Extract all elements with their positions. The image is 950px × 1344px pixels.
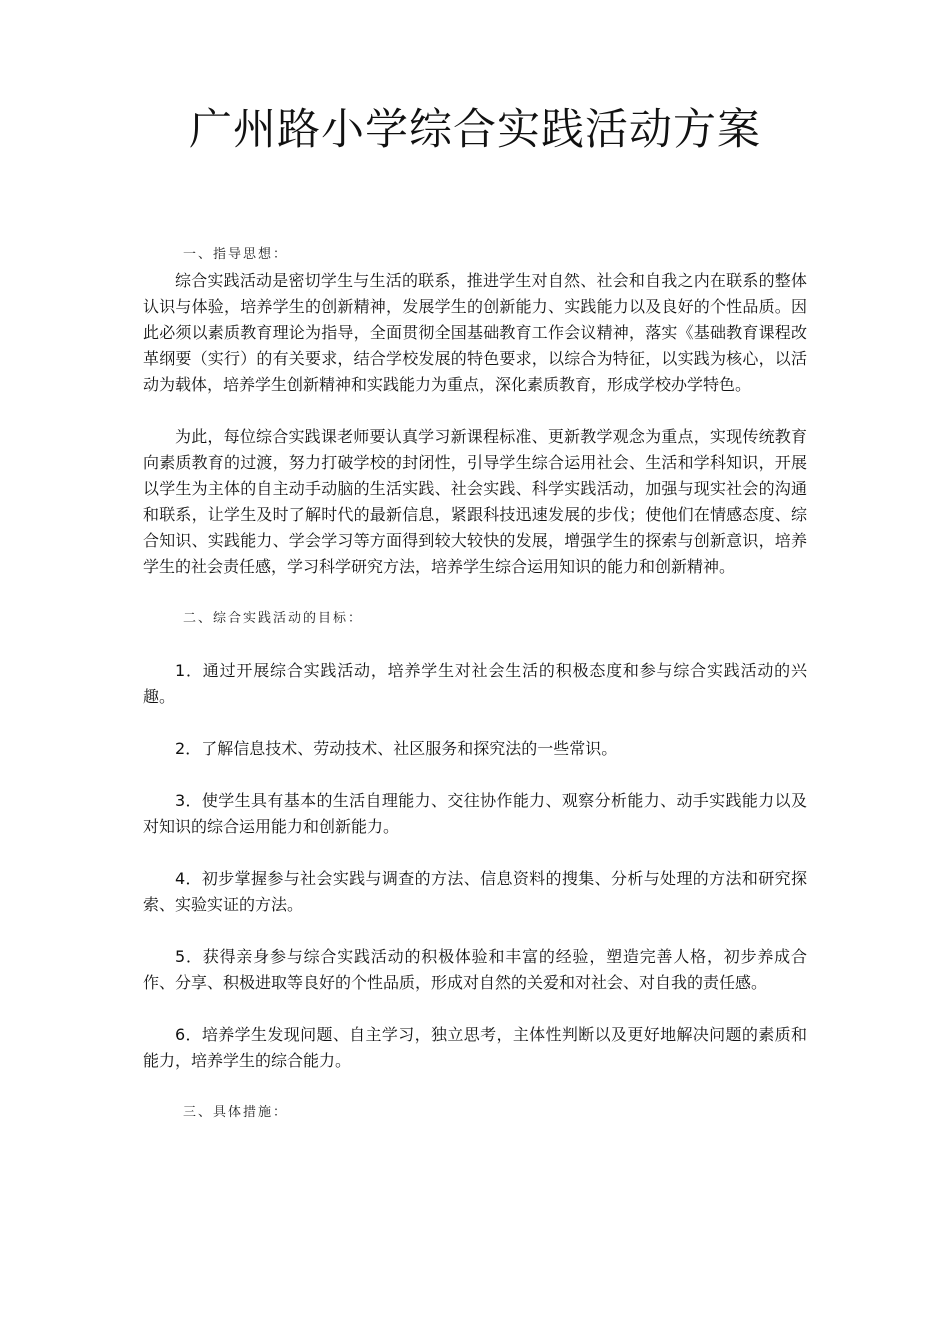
goal-text: ．通过开展综合实践活动，培养学生对社会生活的积极态度和参与综合实践活动的兴趣。 <box>143 661 807 706</box>
goal-text: ．初步掌握参与社会实践与调查的方法、信息资料的搜集、分析与处理的方法和研究探索、实验实证的方法。 <box>143 869 807 914</box>
goal-number: 4 <box>175 869 186 888</box>
goal-number: 2 <box>175 739 186 758</box>
document-title: 广州路小学综合实践活动方案 <box>189 105 761 155</box>
paragraph: 为此，每位综合实践课老师要认真学习新课程标准、更新教学观念为重点，实现传统教育向素质教育的过渡，努力打破学校的封闭性，引导学生综合运用社会、生活和学科知识，开展以学生为主体的自主动手动脑的生活实践、社会实践、科学实践活动，加强与现实社会的沟通和联系，让学生及时了解时代的最新信息，紧跟科技迅速发展的步伐；使他们在情感态度、综合知识、实践能力、学会学习等方面得到较大较快的发展，增强学生的探索与创新意识，培养学生的社会责任感，学习科学研究方法，培养学生综合运用知识的能力和创新精神。 <box>143 427 807 576</box>
paragraph: 综合实践活动是密切学生与生活的联系，推进学生对自然、社会和自我之内在联系的整体认识与体验，培养学生的创新精神，发展学生的创新能力、实践能力以及良好的个性品质。因此必须以素质教育理论为指导，全面贯彻全国基础教育工作会议精神，落实《基础教育课程改革纲要（实行）的有关要求，结合学校发展的特色要求，以综合为特征，以实践为核心，以活动为载体，培养学生创新精神和实践能力为重点，深化素质教育，形成学校办学特色。 <box>143 271 807 394</box>
goal-item-3 <box>143 788 807 840</box>
goal-number: 5 <box>175 947 186 966</box>
section-heading-goals: 二、综合实践活动的目标： <box>183 611 364 626</box>
goal-item-4 <box>143 866 807 918</box>
goal-number: 6 <box>175 1025 186 1044</box>
goal-item-2 <box>143 736 807 762</box>
goal-text: ．培养学生发现问题、自主学习，独立思考，主体性判断以及更好地解决问题的素质和能力，培养学生的综合能力。 <box>143 1025 807 1070</box>
goal-text: ．了解信息技术、劳动技术、社区服务和探究法的一些常识。 <box>185 739 618 758</box>
goal-text: ．获得亲身参与综合实践活动的积极体验和丰富的经验，塑造完善人格，初步养成合作、分享、积极进取等良好的个性品质，形成对自然的关爱和对社会、对自我的责任感。 <box>143 947 807 992</box>
goal-item-1 <box>143 658 807 710</box>
goal-item-5 <box>143 944 807 996</box>
goal-number: 3 <box>175 791 186 810</box>
goal-number: 1 <box>175 661 186 680</box>
goal-item-6 <box>143 1022 807 1074</box>
section-heading-guiding-ideology: 一、指导思想： <box>183 247 289 262</box>
section-heading-measures: 三、具体措施： <box>183 1105 289 1120</box>
goal-text: ．使学生具有基本的生活自理能力、交往协作能力、观察分析能力、动手实践能力以及对知识的综合运用能力和创新能力。 <box>143 791 807 836</box>
document-body <box>143 242 807 1126</box>
